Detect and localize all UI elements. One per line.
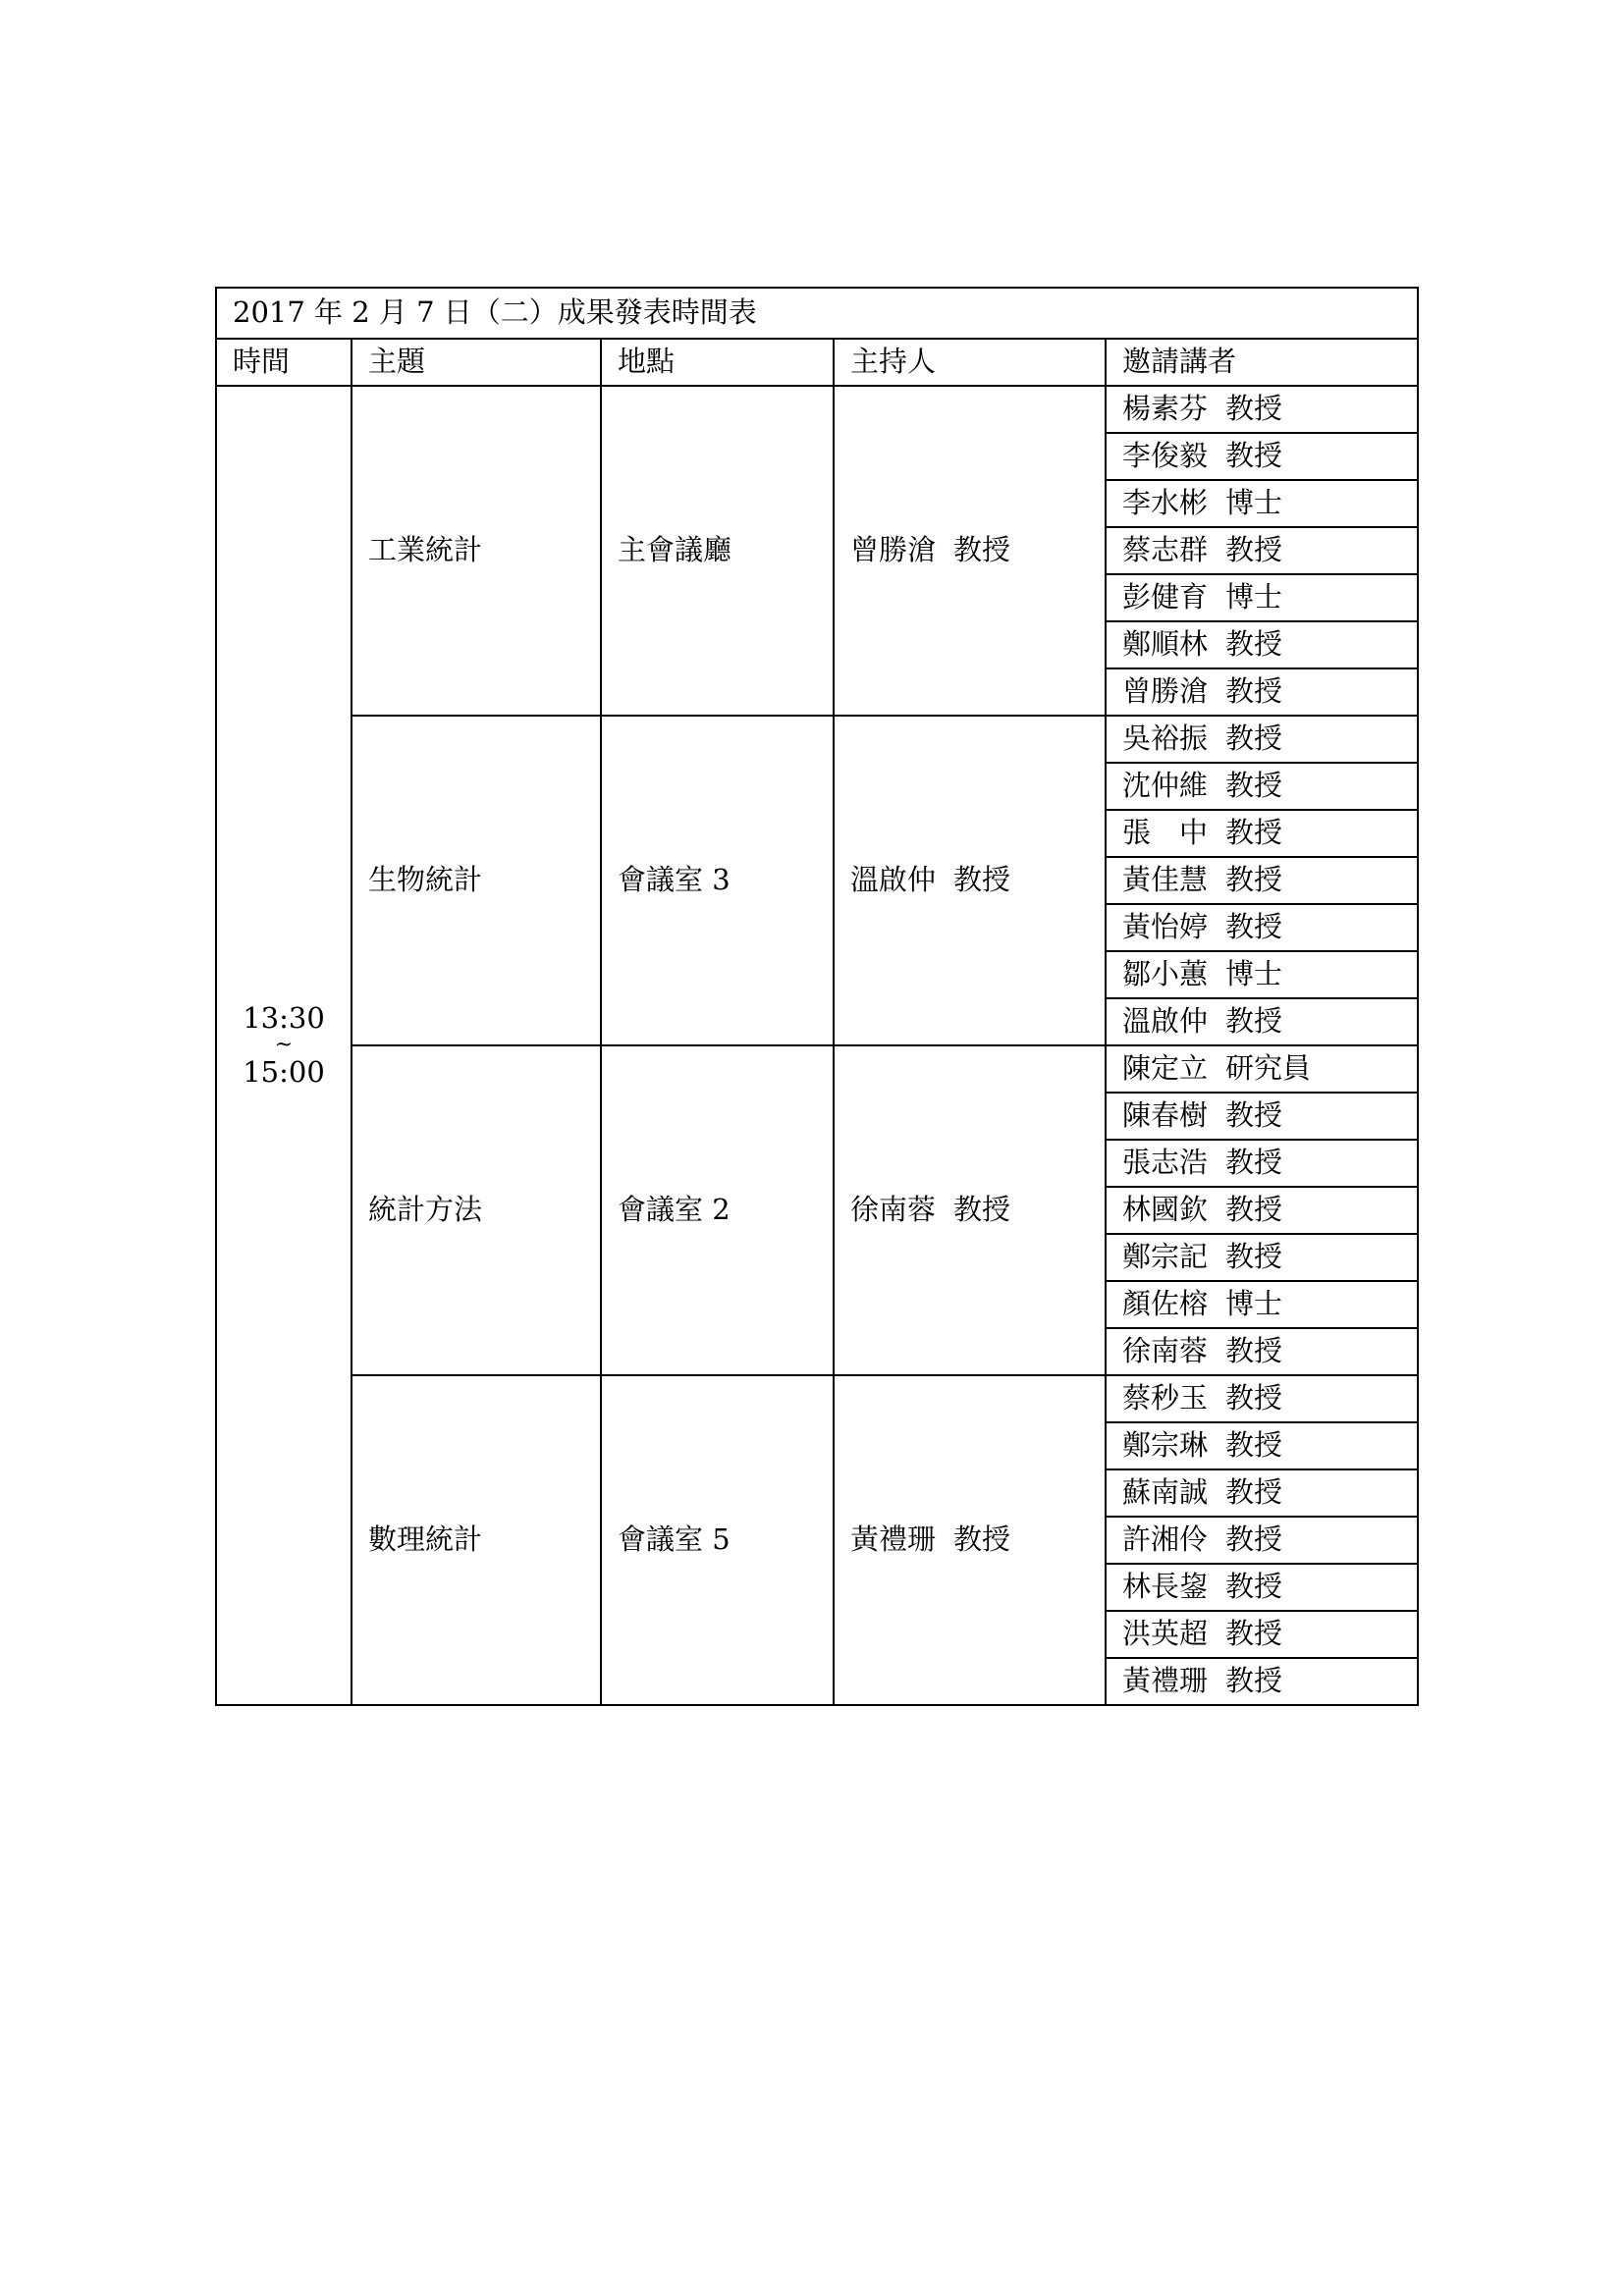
session-venue: 主會議廳 (601, 386, 834, 716)
time-separator: ~ (274, 1033, 294, 1057)
speaker-cell (1106, 386, 1418, 433)
speaker-title: 教授 (1225, 910, 1283, 944)
speaker-title: 教授 (1225, 1475, 1283, 1510)
speaker-title: 教授 (1225, 1428, 1283, 1463)
speaker-name: 黃怡婷 (1122, 910, 1209, 944)
speaker-cell (1106, 574, 1418, 621)
table-row (216, 716, 1418, 763)
speaker-name: 林國欽 (1122, 1193, 1209, 1227)
speaker-title: 教授 (1225, 816, 1283, 850)
speaker-name: 蔡秒玉 (1122, 1381, 1209, 1415)
speaker-name: 李水彬 (1122, 486, 1209, 520)
header-speakers: 邀請講者 (1106, 339, 1418, 386)
speaker-cell (1106, 904, 1418, 951)
speaker-title: 教授 (1225, 863, 1283, 897)
speaker-title: 博士 (1225, 580, 1283, 614)
host-title: 教授 (953, 533, 1011, 567)
speaker-name: 鄒小蕙 (1122, 957, 1209, 991)
speaker-title: 教授 (1225, 392, 1283, 426)
session-topic: 數理統計 (352, 1375, 601, 1705)
speaker-title: 教授 (1225, 721, 1283, 756)
speaker-title: 教授 (1225, 1570, 1283, 1604)
speaker-name: 李俊毅 (1122, 439, 1209, 473)
speaker-title: 教授 (1225, 1146, 1283, 1180)
speaker-title: 教授 (1225, 769, 1283, 803)
header-row (216, 339, 1418, 386)
speaker-name: 彭健育 (1122, 580, 1209, 614)
speaker-cell (1106, 1375, 1418, 1422)
speaker-cell (1106, 433, 1418, 480)
speaker-name: 陳定立 (1122, 1051, 1209, 1086)
speaker-title: 教授 (1225, 1522, 1283, 1557)
speaker-cell (1106, 480, 1418, 527)
speaker-name: 鄭順林 (1122, 627, 1209, 662)
header-host: 主持人 (834, 339, 1106, 386)
speaker-cell (1106, 1234, 1418, 1281)
speaker-cell (1106, 1611, 1418, 1658)
speaker-name: 蘇南誠 (1122, 1475, 1209, 1510)
speaker-name: 吳裕振 (1122, 721, 1209, 756)
speaker-name: 黃佳慧 (1122, 863, 1209, 897)
speaker-name: 鄭宗記 (1122, 1240, 1209, 1274)
session-topic: 統計方法 (352, 1045, 601, 1375)
speaker-cell (1106, 1328, 1418, 1375)
speaker-name: 溫啟仲 (1122, 1004, 1209, 1039)
speaker-name: 洪英超 (1122, 1617, 1209, 1651)
speaker-title: 教授 (1225, 1381, 1283, 1415)
table-row (216, 1045, 1418, 1093)
host-name: 徐南蓉 (850, 1193, 937, 1227)
speaker-name: 張 中 (1122, 816, 1209, 850)
speaker-title: 研究員 (1225, 1051, 1312, 1086)
speaker-title: 教授 (1225, 1004, 1283, 1039)
speaker-name: 張志浩 (1122, 1146, 1209, 1180)
session-topic: 生物統計 (352, 716, 601, 1045)
speaker-cell (1106, 1187, 1418, 1234)
speaker-title: 博士 (1225, 957, 1283, 991)
speaker-name: 鄭宗琳 (1122, 1428, 1209, 1463)
speaker-title: 教授 (1225, 1664, 1283, 1698)
speaker-name: 沈仲維 (1122, 769, 1209, 803)
speaker-name: 林長鋆 (1122, 1570, 1209, 1604)
speaker-title: 教授 (1225, 1098, 1283, 1133)
speaker-cell (1106, 527, 1418, 574)
time-slot-cell (216, 386, 352, 1705)
host-title: 教授 (953, 863, 1011, 897)
host-name: 溫啟仲 (850, 863, 937, 897)
speaker-cell (1106, 716, 1418, 763)
speaker-cell (1106, 1564, 1418, 1611)
speaker-name: 徐南蓉 (1122, 1334, 1209, 1368)
time-end: 15:00 (243, 1055, 325, 1089)
session-host (834, 1045, 1106, 1375)
host-name: 黃禮珊 (850, 1522, 937, 1557)
host-title: 教授 (953, 1193, 1011, 1227)
speaker-cell (1106, 1281, 1418, 1328)
table-caption: 2017 年 2 月 7 日（二）成果發表時間表 (216, 288, 1418, 339)
session-topic: 工業統計 (352, 386, 601, 716)
host-title: 教授 (953, 1522, 1011, 1557)
speaker-cell (1106, 1422, 1418, 1469)
speaker-name: 陳春樹 (1122, 1098, 1209, 1133)
speaker-name: 顏佐榕 (1122, 1287, 1209, 1321)
session-venue: 會議室 3 (601, 716, 834, 1045)
speaker-cell (1106, 668, 1418, 716)
speaker-title: 博士 (1225, 1287, 1283, 1321)
schedule-table (215, 287, 1419, 1706)
table-row (216, 1375, 1418, 1422)
schedule-body (216, 288, 1418, 1705)
speaker-name: 許湘伶 (1122, 1522, 1209, 1557)
speaker-cell (1106, 1517, 1418, 1564)
speaker-name: 黃禮珊 (1122, 1664, 1209, 1698)
speaker-cell (1106, 951, 1418, 998)
session-venue: 會議室 2 (601, 1045, 834, 1375)
table-row (216, 386, 1418, 433)
speaker-cell (1106, 1658, 1418, 1705)
speaker-name: 楊素芬 (1122, 392, 1209, 426)
speaker-cell (1106, 1469, 1418, 1517)
speaker-title: 教授 (1225, 533, 1283, 567)
speaker-cell (1106, 763, 1418, 810)
speaker-title: 教授 (1225, 1334, 1283, 1368)
speaker-cell (1106, 1140, 1418, 1187)
header-time: 時間 (216, 339, 352, 386)
session-host (834, 716, 1106, 1045)
speaker-title: 教授 (1225, 1617, 1283, 1651)
speaker-title: 博士 (1225, 486, 1283, 520)
speaker-title: 教授 (1225, 1193, 1283, 1227)
session-host (834, 386, 1106, 716)
speaker-title: 教授 (1225, 674, 1283, 709)
speaker-title: 教授 (1225, 439, 1283, 473)
host-name: 曾勝滄 (850, 533, 937, 567)
session-venue: 會議室 5 (601, 1375, 834, 1705)
speaker-cell (1106, 857, 1418, 904)
speaker-cell (1106, 1093, 1418, 1140)
header-topic: 主題 (352, 339, 601, 386)
header-venue: 地點 (601, 339, 834, 386)
speaker-cell (1106, 998, 1418, 1045)
speaker-cell (1106, 1045, 1418, 1093)
speaker-title: 教授 (1225, 1240, 1283, 1274)
speaker-name: 曾勝滄 (1122, 674, 1209, 709)
speaker-cell (1106, 621, 1418, 668)
caption-row (216, 288, 1418, 339)
speaker-title: 教授 (1225, 627, 1283, 662)
speaker-name: 蔡志群 (1122, 533, 1209, 567)
time-start: 13:30 (243, 1000, 325, 1035)
speaker-cell (1106, 810, 1418, 857)
session-host (834, 1375, 1106, 1705)
